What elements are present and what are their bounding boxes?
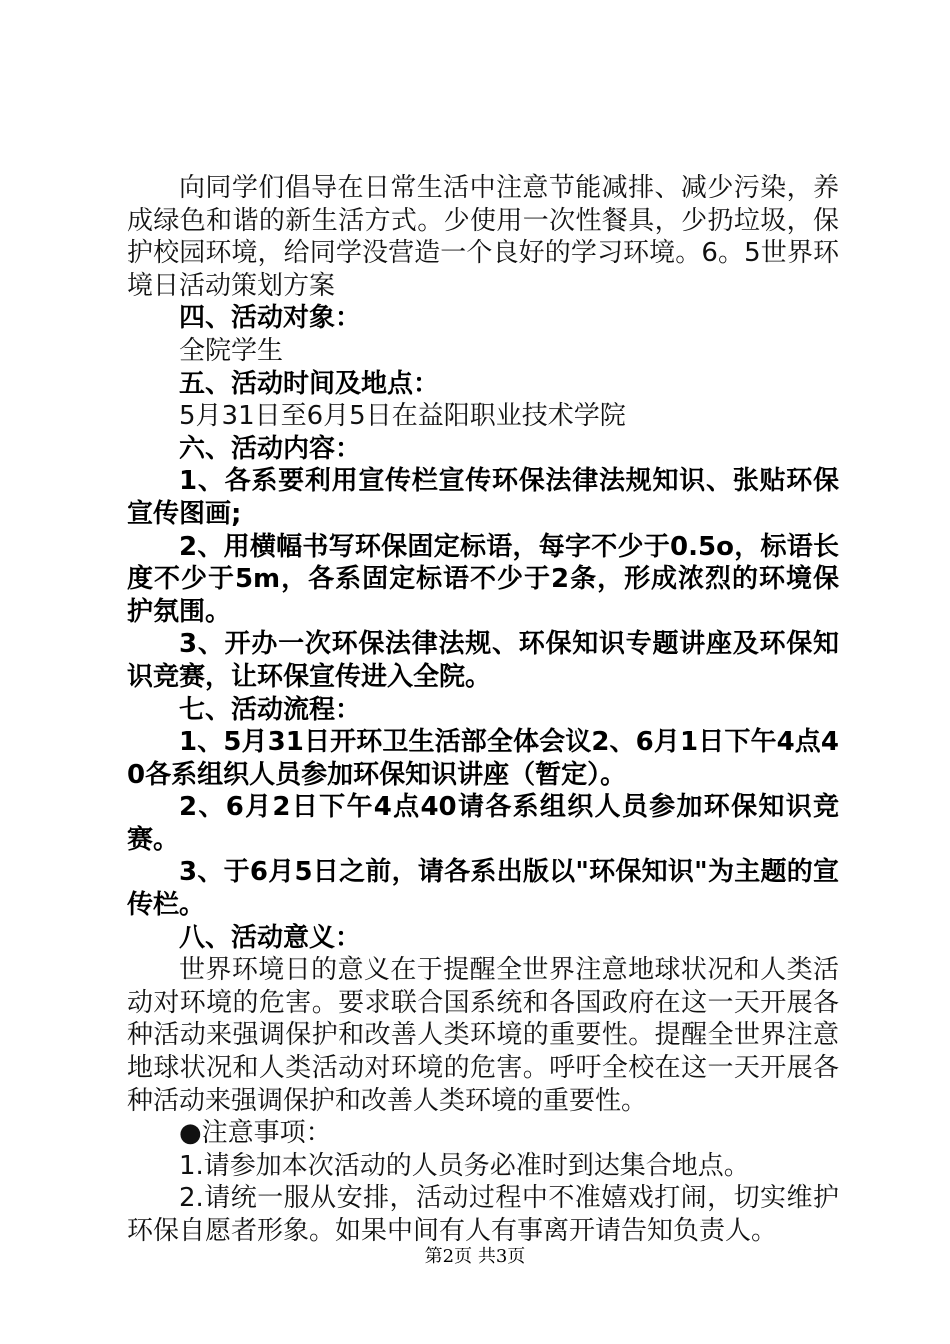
process-item-1: 1、5月31日开环卫生活部全体会议2、6月1日下午4点40各系组织人员参加环保知识讲座（暂定）。 (127, 727, 839, 790)
content-item-3: 3、开办一次环保法律法规、环保知识专题讲座及环保知识竞赛，让环保宣传进入全院。 (127, 629, 839, 692)
heading-content: 六、活动内容： (179, 433, 362, 464)
paragraph-time-place: 5月31日至6月5日在益阳职业技术学院 (179, 401, 626, 432)
process-item-2: 2、6月2日下午4点40请各系组织人员参加环保知识竞赛。 (127, 792, 839, 855)
heading-target: 四、活动对象： (179, 303, 362, 334)
content-item-2: 2、用横幅书写环保固定标语，每字不少于0.5o，标语长度不少于5m，各系固定标语不少于2条，形成浓烈的环境保护氛围。 (127, 531, 839, 627)
note-item-1: 1.请参加本次活动的人员务必准时到达集合地点。 (179, 1150, 750, 1181)
content-item-1: 1、各系要利用宣传栏宣传环保法律法规知识、张贴环保宣传图画; (127, 466, 839, 529)
heading-process: 七、活动流程： (179, 694, 362, 725)
paragraph-intro: 向同学们倡导在日常生活中注意节能减排、减少污染，养成绿色和谐的新生活方式。少使用一次性餐具，少扔垃圾，保护校园环境，给同学没营造一个良好的学习环境。6。5世界环境日活动策划方案 (127, 173, 839, 301)
note-item-2: 2.请统一服从安排，活动过程中不准嬉戏打闹，切实维护环保自愿者形象。如果中间有人有事离开请告知负责人。 (127, 1183, 839, 1246)
process-item-3: 3、于6月5日之前，请各系出版以"环保知识"为主题的宣传栏。 (127, 857, 839, 921)
paragraph-target: 全院学生 (179, 335, 284, 366)
page-number: 第2页 共3页 (424, 1246, 526, 1267)
paragraph-significance: 世界环境日的意义在于提醒全世界注意地球状况和人类活动对环境的危害。要求联合国系统和各国政府在这一天开展各种活动来强调保护和改善人类环境的重要性。提醒全世界注意地球状况和人类活动对环境的危害。呼吁全校在这一天开展各种活动来强调保护和改善人类环境的重要性。 (127, 955, 839, 1116)
heading-significance: 八、活动意义： (179, 922, 362, 953)
heading-notes: ●注意事项： (179, 1118, 332, 1149)
heading-time-place: 五、活动时间及地点： (179, 368, 440, 399)
document-body (127, 172, 839, 1248)
